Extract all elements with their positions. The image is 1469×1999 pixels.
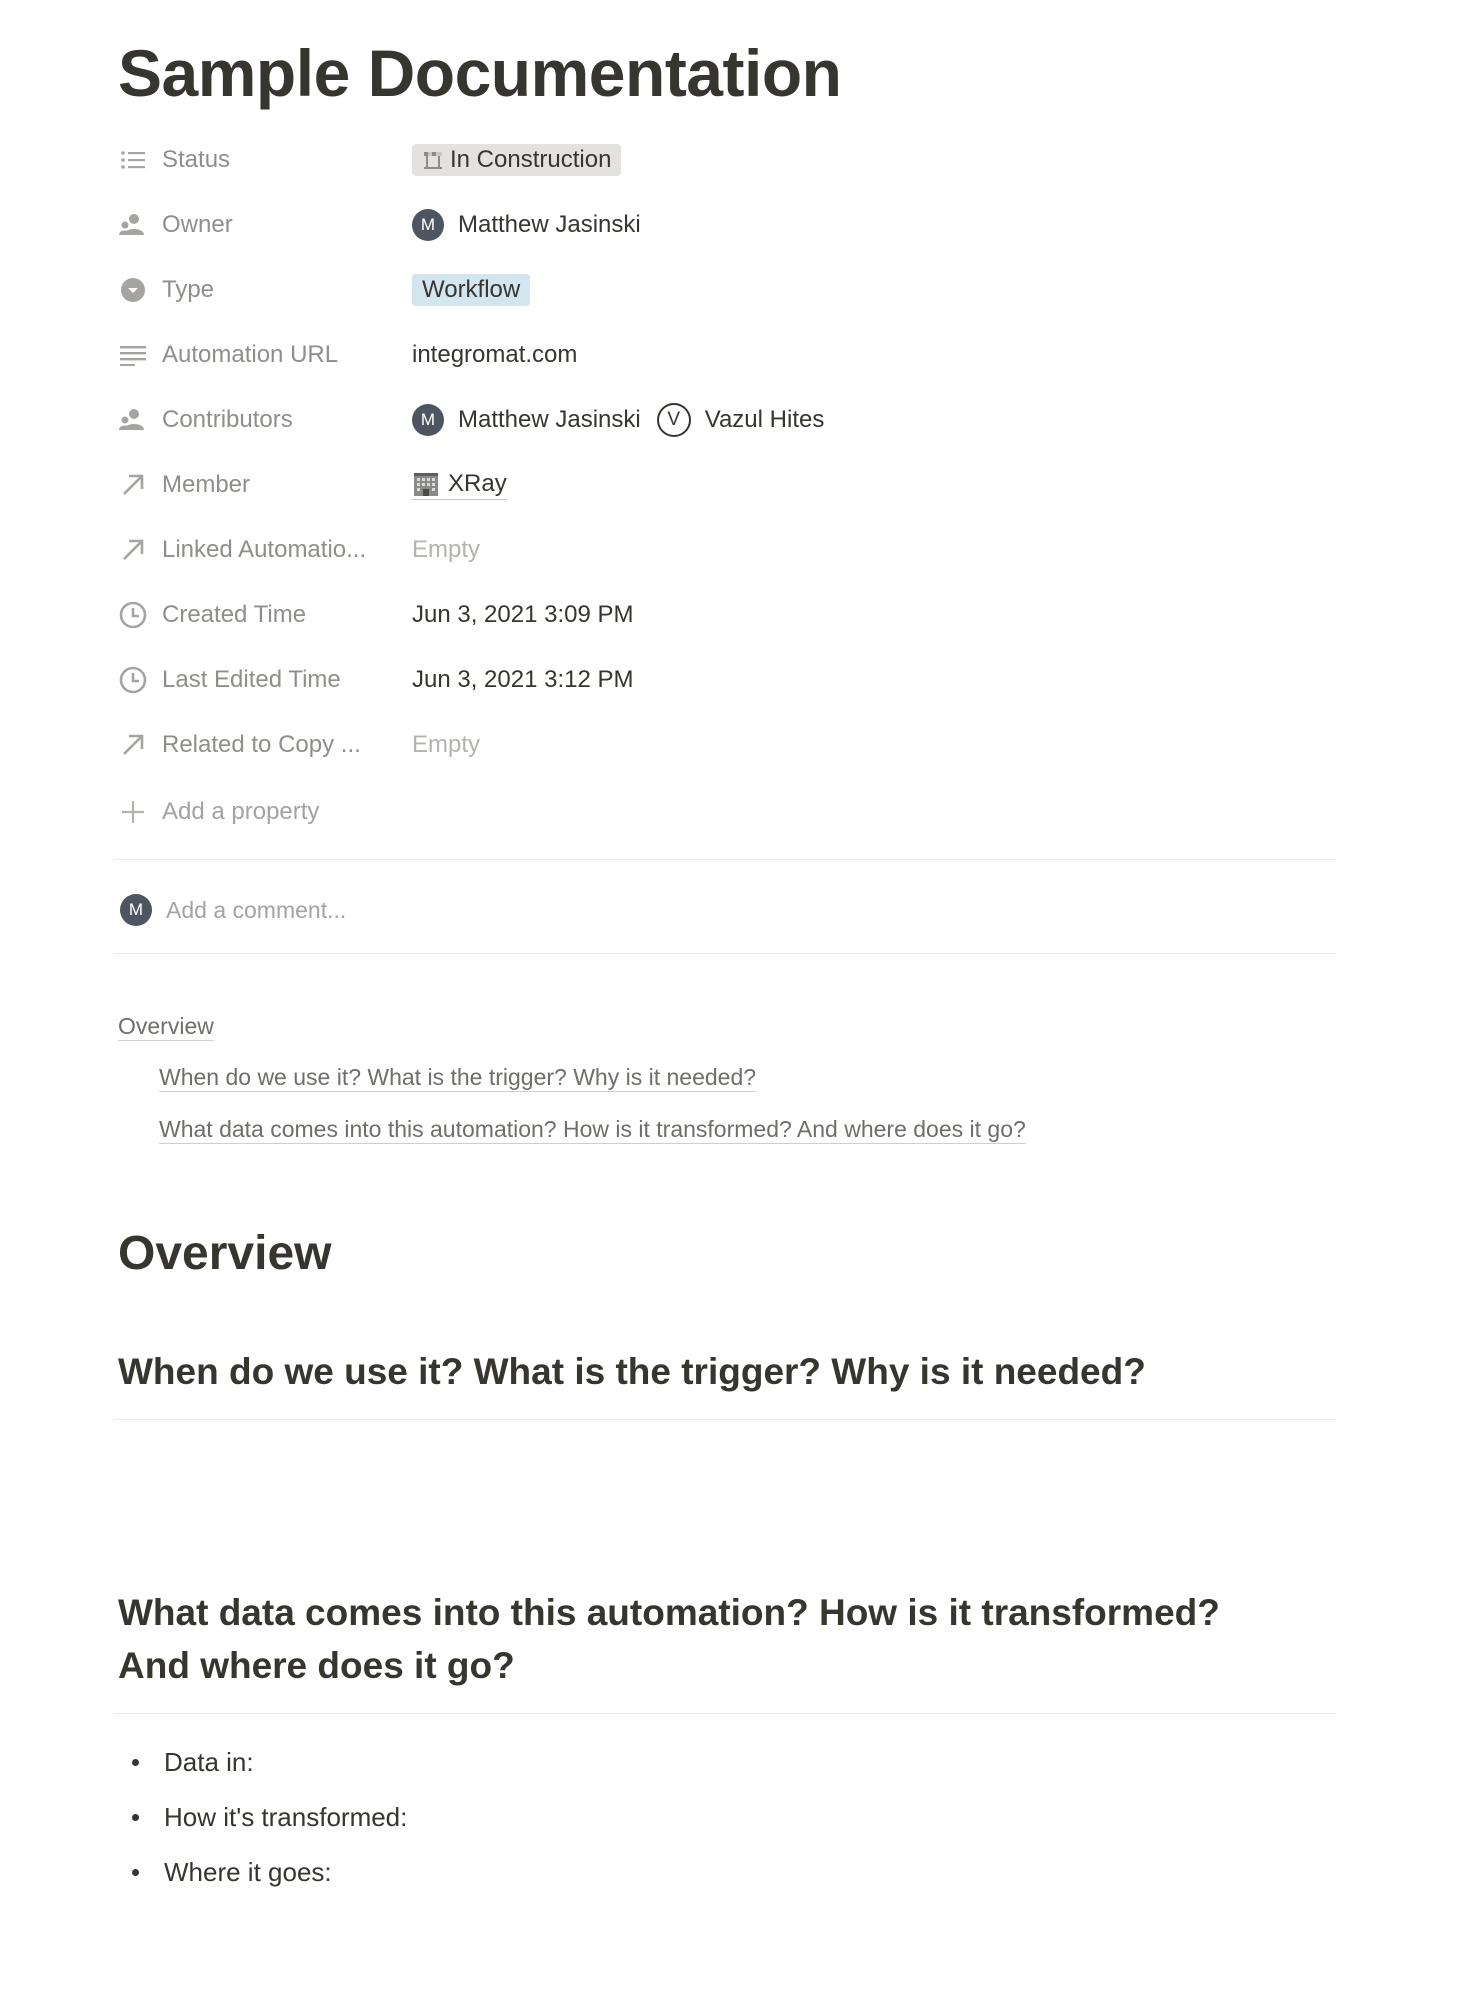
list-item[interactable] (132, 1735, 407, 1790)
property-row-related-to-copy (118, 720, 1340, 770)
page-title[interactable]: Sample Documentation (118, 36, 842, 110)
property-row-member (118, 460, 1340, 510)
property-label-text: Created Time (162, 601, 307, 628)
heading-overview: Overview (118, 1227, 332, 1280)
type-tag[interactable]: Workflow (412, 274, 530, 306)
property-label-member[interactable] (118, 470, 412, 500)
plus-icon (118, 797, 148, 827)
bullet-dot (132, 1814, 139, 1821)
list-item-text: How it's transformed: (164, 1802, 408, 1832)
created-time-value: Jun 3, 2021 3:09 PM (412, 601, 634, 628)
relation-link-xray[interactable] (412, 470, 507, 500)
property-label-text: Owner (162, 211, 233, 238)
add-property-button[interactable] (118, 787, 319, 837)
list-item[interactable] (132, 1790, 407, 1845)
clock-icon (118, 665, 148, 695)
property-label-text: Member (162, 471, 251, 498)
select-icon (118, 275, 148, 305)
property-label-text: Related to Copy ... (162, 731, 361, 758)
property-label-text: Automation URL (162, 341, 339, 368)
property-label-text: Linked Automatio... (162, 536, 367, 563)
comment-input[interactable]: Add a comment... (166, 896, 347, 923)
avatar: M (412, 404, 444, 436)
person-icon (118, 405, 148, 435)
toc-link-overview[interactable]: Overview (118, 1013, 214, 1039)
construction-emoji (422, 149, 444, 171)
property-row-linked-automations (118, 525, 1340, 575)
property-label-status[interactable] (118, 145, 412, 175)
property-row-created-time (118, 590, 1340, 640)
toc-link-when[interactable]: When do we use it? What is the trigger? Why is it needed? (159, 1064, 757, 1090)
bullet-dot (132, 1759, 139, 1766)
property-label-related-to-copy[interactable] (118, 730, 412, 760)
property-label-text: Type (162, 276, 215, 303)
divider (114, 859, 1336, 860)
property-label-automation-url[interactable] (118, 340, 412, 370)
status-tag[interactable] (412, 144, 621, 176)
avatar: M (120, 894, 152, 926)
property-label-text: Contributors (162, 406, 293, 433)
status-tag-label: In Construction (450, 146, 612, 173)
person-chip[interactable] (412, 404, 641, 436)
person-name: Matthew Jasinski (458, 406, 641, 433)
avatar: M (412, 209, 444, 241)
property-label-text: Status (162, 146, 231, 173)
property-row-status (118, 135, 1340, 185)
divider (114, 1713, 1336, 1714)
relation-arrow-icon (118, 470, 148, 500)
property-label-text: Last Edited Time (162, 666, 341, 693)
owner-value[interactable] (412, 209, 657, 241)
property-row-contributors (118, 395, 1340, 445)
person-chip[interactable] (412, 209, 641, 241)
relation-arrow-icon (118, 730, 148, 760)
heading-what-data (118, 1586, 1220, 1692)
person-name: Matthew Jasinski (458, 211, 641, 238)
list-item-text: Data in: (164, 1747, 254, 1777)
text-icon (118, 340, 148, 370)
relation-arrow-icon (118, 535, 148, 565)
property-row-last-edited-time (118, 655, 1340, 705)
divider (114, 953, 1336, 954)
avatar: V (657, 403, 691, 437)
office-building-emoji (412, 470, 440, 498)
property-row-type (118, 265, 1340, 315)
related-to-copy-value[interactable]: Empty (412, 731, 481, 758)
contributors-value[interactable] (412, 403, 840, 437)
list-item[interactable] (132, 1845, 407, 1900)
heading-when: When do we use it? What is the trigger? Why is it needed? (118, 1351, 1146, 1392)
relation-title: XRay (448, 470, 507, 497)
property-label-created-time[interactable] (118, 600, 412, 630)
member-value[interactable] (412, 470, 507, 500)
bullet-list (132, 1735, 407, 1900)
list-icon (118, 145, 148, 175)
automation-url-value[interactable]: integromat.com (412, 341, 578, 368)
property-label-linked-automations[interactable] (118, 535, 412, 565)
status-value[interactable] (412, 144, 621, 176)
add-property-label: Add a property (162, 798, 320, 825)
person-name: Vazul Hites (704, 406, 825, 433)
comment-input-row[interactable] (120, 887, 346, 933)
property-label-contributors[interactable] (118, 405, 412, 435)
heading-line: And where does it go? (118, 1645, 515, 1686)
person-icon (118, 210, 148, 240)
property-row-automation-url (118, 330, 1340, 380)
person-chip[interactable] (657, 403, 825, 437)
type-value[interactable] (412, 274, 530, 306)
property-label-owner[interactable] (118, 210, 412, 240)
property-row-owner (118, 200, 1340, 250)
divider (114, 1419, 1336, 1420)
list-item-text: Where it goes: (164, 1857, 332, 1887)
clock-icon (118, 600, 148, 630)
heading-line: What data comes into this automation? How is it transformed? (118, 1592, 1220, 1633)
bullet-dot (132, 1869, 139, 1876)
last-edited-time-value: Jun 3, 2021 3:12 PM (412, 666, 634, 693)
property-label-last-edited-time[interactable] (118, 665, 412, 695)
property-label-type[interactable] (118, 275, 412, 305)
linked-automations-value[interactable]: Empty (412, 536, 481, 563)
toc-link-what-data[interactable]: What data comes into this automation? How is it transformed? And where does it go? (159, 1116, 1026, 1142)
